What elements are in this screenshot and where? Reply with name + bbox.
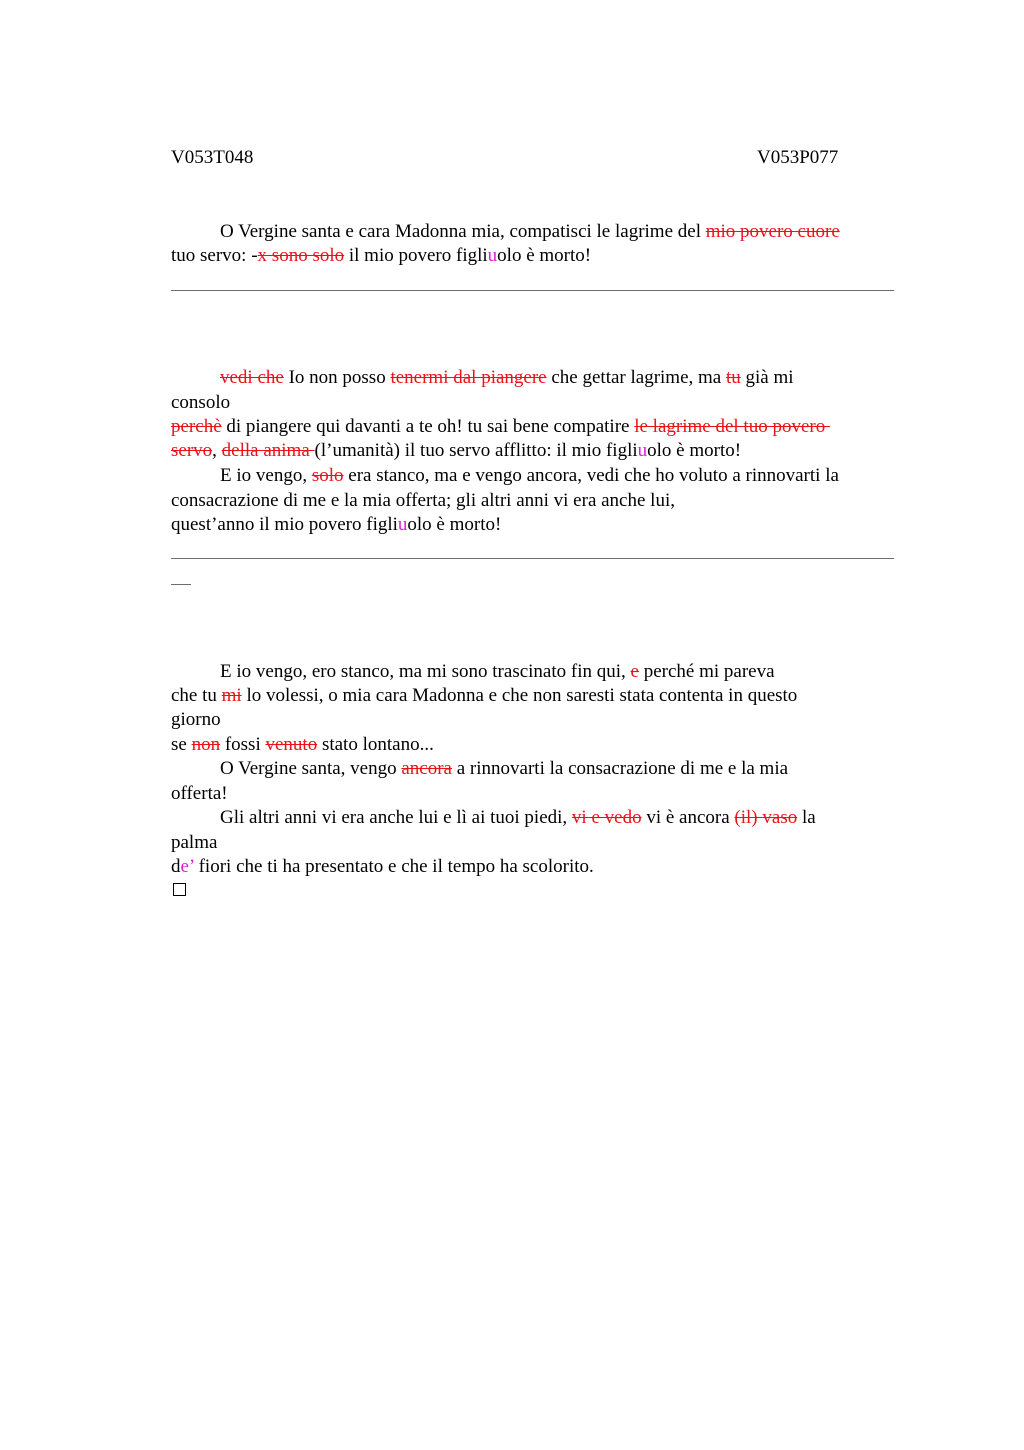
square-icon (173, 883, 186, 896)
deleted-text: tenermi dal piangere (390, 367, 547, 388)
section3-line (171, 856, 594, 878)
text-run: giorno (171, 709, 221, 730)
text-run: O Vergine santa e cara Madonna mia, compatisci le lagrime del (220, 221, 706, 242)
text-run: palma (171, 832, 218, 853)
deleted-text: servo (171, 440, 213, 461)
section3-line (171, 685, 797, 707)
text-run: olo è morto! (497, 245, 592, 266)
inserted-text: u (487, 245, 498, 266)
text-run: il mio povero figli (344, 245, 488, 266)
deleted-text: (il) vaso (734, 807, 798, 828)
inserted-text: e’ (180, 856, 194, 877)
text-run: Gli altri anni vi era anche lui e lì ai tuoi piedi, (220, 807, 572, 828)
text-run: fiori che ti ha presentato e che il tempo ha scolorito. (193, 856, 594, 877)
deleted-text: mi (221, 685, 242, 706)
section2-line (171, 392, 230, 414)
deleted-text: non (191, 734, 221, 755)
text-run: Io non posso (283, 367, 391, 388)
deleted-text: tu (725, 367, 741, 388)
deleted-text: venuto (265, 734, 318, 755)
section1-line (220, 221, 840, 243)
deleted-text: perchè (171, 416, 222, 437)
section3-line (171, 783, 228, 805)
section2-line (171, 514, 501, 536)
section3-line (171, 709, 221, 731)
text-run: consacrazione di me e la mia offerta; gli altri anni vi era anche lui, (171, 490, 675, 511)
text-run: lo volessi, o mia cara Madonna e che non saresti stata contenta in questo (241, 685, 798, 706)
text-run: stato lontano... (317, 734, 434, 755)
deleted-text: mio povero cuore (705, 221, 840, 242)
text-run: a rinnovarti la consacrazione di me e la mia (452, 758, 789, 779)
page-code-right: V053P077 (757, 147, 839, 168)
text-run: di piangere qui davanti a te oh! tu sai bene compatire (221, 416, 635, 437)
text-run: che gettar lagrime, ma (546, 367, 726, 388)
text-run: , (212, 440, 222, 461)
section3-line (171, 832, 217, 854)
deleted-text: vi e vedo (571, 807, 642, 828)
document-code-left: V053T048 (171, 147, 254, 168)
text-run: era stanco, ma e vengo ancora, vedi che ho voluto a rinnovarti la (343, 465, 839, 486)
deleted-text: e (630, 661, 639, 682)
text-run: consolo (171, 392, 231, 413)
text-run: se (171, 734, 192, 755)
text-run: vi è ancora (641, 807, 735, 828)
text-run: che tu (171, 685, 222, 706)
text-run: tuo servo: - (171, 245, 258, 266)
deleted-text: vedi che (220, 367, 284, 388)
section2-line (220, 465, 839, 487)
text-run: (l’umanità) il tuo servo afflitto: il mio figli (314, 440, 638, 461)
section3-line (220, 661, 775, 683)
text-run: offerta! (171, 783, 228, 804)
section2-line (171, 440, 741, 462)
section2-line (171, 490, 675, 512)
deleted-text: le lagrime del tuo povero (634, 416, 830, 437)
text-run: d (171, 856, 181, 877)
section2-line (171, 416, 830, 438)
text-run: O Vergine santa, vengo (220, 758, 402, 779)
text-run: E io vengo, (220, 465, 312, 486)
section3-line (220, 807, 816, 829)
deleted-text: ancora (401, 758, 452, 779)
separator-rule (171, 558, 894, 559)
text-run: E io vengo, ero stanco, ma mi sono trascinato fin qui, (220, 661, 631, 682)
separator-rule (171, 290, 894, 291)
section3-line (220, 758, 788, 780)
section1-line (171, 245, 591, 267)
deleted-text: x sono solo (257, 245, 345, 266)
deleted-text: solo (311, 465, 344, 486)
deleted-text: della anima (221, 440, 315, 461)
separator-rule-tail (171, 584, 191, 585)
inserted-text: u (637, 440, 648, 461)
section2-line (220, 367, 794, 389)
text-run: perché mi pareva (638, 661, 775, 682)
section3-line (171, 734, 434, 756)
inserted-text: u (397, 514, 408, 535)
text-run: quest’anno il mio povero figli (171, 514, 398, 535)
text-run: fossi (220, 734, 266, 755)
text-run: olo è morto! (407, 514, 502, 535)
text-run: olo è morto! (647, 440, 742, 461)
text-run: già mi (740, 367, 794, 388)
text-run: la (797, 807, 816, 828)
